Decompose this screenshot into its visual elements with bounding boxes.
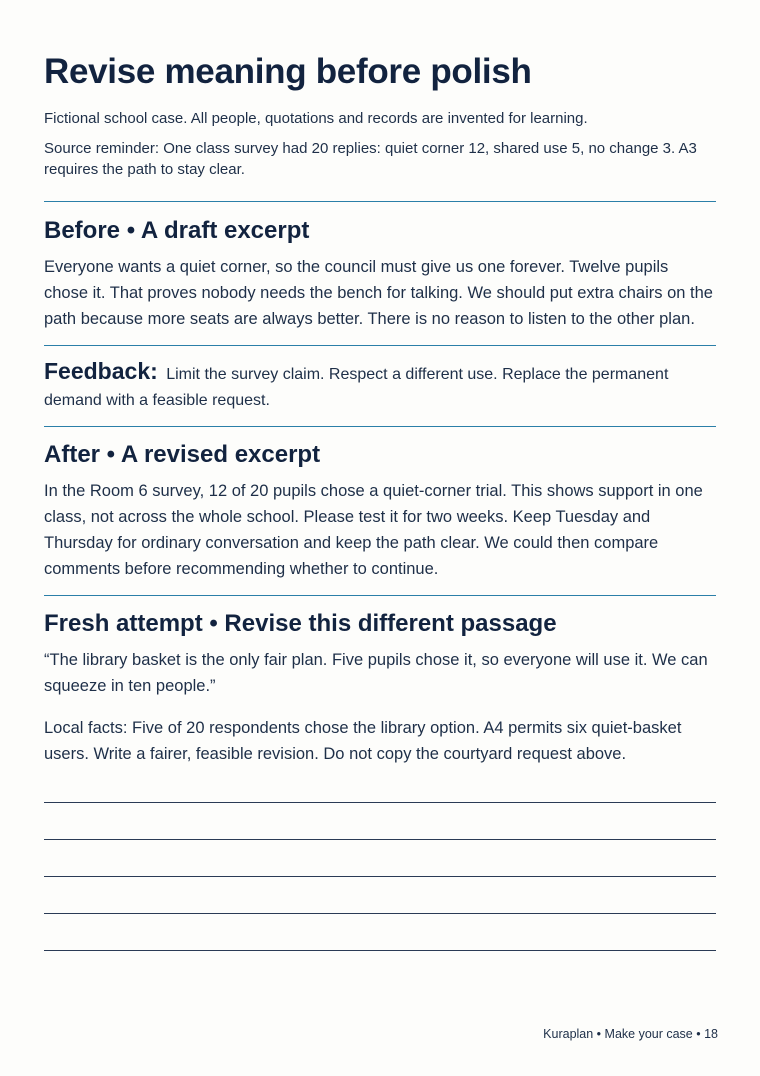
writing-line[interactable] [44, 913, 716, 914]
writing-line[interactable] [44, 950, 716, 951]
feedback-text: Limit the survey claim. Respect a different use. Replace the permanent demand with a feasible request. [44, 366, 669, 409]
fresh-heading: Fresh attempt • Revise this different passage [44, 610, 557, 637]
feedback-section [44, 346, 716, 426]
page-title: Revise meaning before polish [44, 52, 532, 91]
intro-note: Fictional school case. All people, quotations and records are invented for learning. [44, 110, 588, 127]
fresh-section [44, 596, 716, 780]
page-footer: Kuraplan • Make your case • 18 [543, 1027, 718, 1041]
source-reminder: Source reminder: One class survey had 20 replies: quiet corner 12, shared use 5, no change 3. A3 requires the path to stay clear. [44, 140, 697, 178]
writing-area [44, 802, 716, 951]
after-section [44, 427, 716, 595]
fresh-quote: “The library basket is the only fair plan. Five pupils chose it, so everyone will use it. We can squeeze in ten people.” [44, 651, 708, 695]
writing-line[interactable] [44, 839, 716, 840]
writing-line[interactable] [44, 802, 716, 803]
before-section [44, 202, 716, 345]
local-facts: Local facts: Five of 20 respondents chose the library option. A4 permits six quiet-basket users. Write a fairer, feasible revision. Do not copy the courtyard request above. [44, 719, 682, 763]
writing-line[interactable] [44, 876, 716, 877]
before-heading: Before • A draft excerpt [44, 217, 310, 244]
feedback-label: Feedback: [44, 358, 158, 384]
after-text: In the Room 6 survey, 12 of 20 pupils chose a quiet-corner trial. This shows support in one class, not across the whole school. Please test it for two weeks. Keep Tuesday and Thursday for ordinary conversation and keep the path clear. We could then compare comments before recommending whether to continue. [44, 482, 703, 578]
before-text: Everyone wants a quiet corner, so the council must give us one forever. Twelve pupils chose it. That proves nobody needs the bench for talking. We should put extra chairs on the path because more seats are always better. There is no reason to listen to the other plan. [44, 258, 713, 328]
after-heading: After • A revised excerpt [44, 441, 321, 468]
